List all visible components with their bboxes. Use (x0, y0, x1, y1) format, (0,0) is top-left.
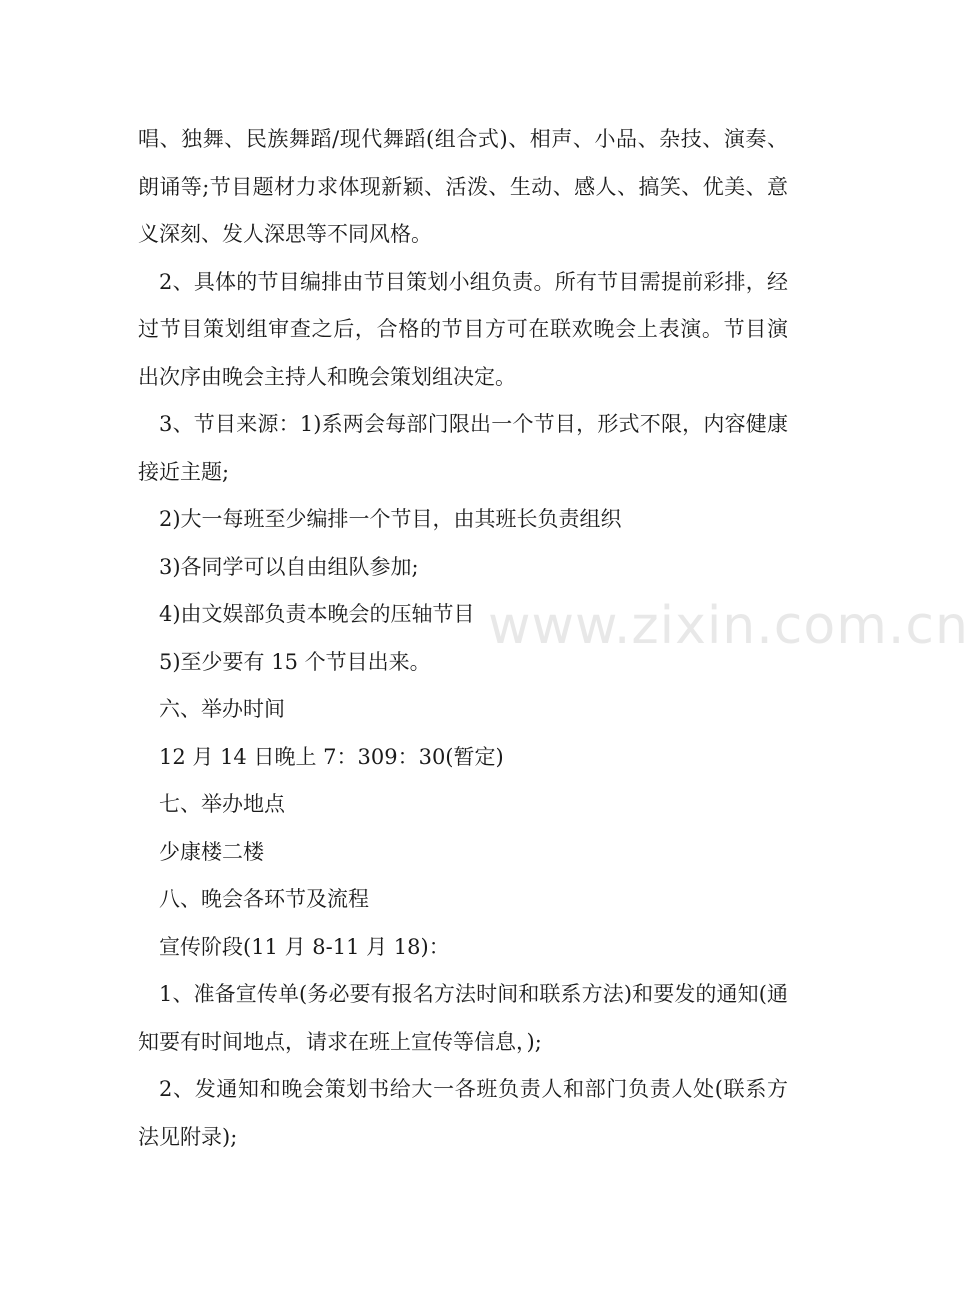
list-item-finale: 4)由文娱部负责本晚会的压轴节目 (159, 602, 475, 626)
watermark: www.zixin.com.cn (488, 596, 969, 656)
list-item-free-team: 3)各同学可以自由组队参加; (159, 554, 419, 579)
paragraph-rehearsal: 2、具体的节目编排由节目策划小组负责。所有节目需提前彩排，经过节目策划组审查之后，合格的节目方可在联欢晚会上表演。节目演出次序由晚会主持人和晚会策划组决定。 (138, 269, 788, 389)
paragraph-send-notices: 2、发通知和晚会策划书给大一各班负责人和部门负责人处(联系方法见附录); (138, 1077, 788, 1149)
section-heading-process: 八、晚会各环节及流程 (159, 887, 369, 911)
paragraph-program-source: 3、节目来源：1)系两会每部门限出一个节目，形式不限，内容健康接近主题; (138, 412, 788, 484)
event-time: 12 月 14 日晚上 7：309：30(暂定) (159, 744, 504, 769)
document-body (138, 116, 788, 1161)
event-location: 少康楼二楼 (159, 839, 264, 864)
list-item-program-count: 5)至少要有 15 个节目出来。 (159, 649, 431, 674)
section-heading-location: 七、举办地点 (159, 792, 285, 816)
stage-promotion: 宣传阶段(11 月 8-11 月 18)： (159, 934, 450, 959)
paragraph-prepare-flyers: 1、准备宣传单(务必要有报名方法时间和联系方法)和要发的通知(通知要有时间地点，请求在班上宣传等信息，); (138, 982, 788, 1054)
paragraph-program-types: 唱、独舞、民族舞蹈/现代舞蹈(组合式)、相声、小品、杂技、演奏、朗诵等;节目题材力求体现新颖、活泼、生动、感人、搞笑、优美、意义深刻、发人深思等不同风格。 (138, 127, 788, 246)
section-heading-time: 六、举办时间 (159, 697, 285, 721)
list-item-class-program: 2)大一每班至少编排一个节目，由其班长负责组织 (159, 507, 622, 531)
